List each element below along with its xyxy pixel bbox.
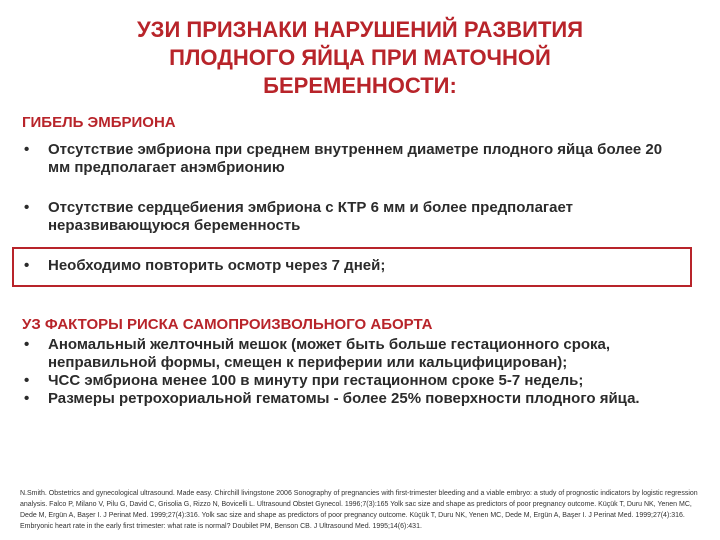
list-item: [22, 390, 712, 408]
bullet-text: Отсутствие сердцебиения эмбриона с КТР 6 мм и более предполагает неразвивающуюся беременность: [48, 199, 573, 234]
bullet-text: Аномальный желточный мешок (может быть больше гестационного срока, неправильной формы, смещен к периферии или кальцифицирован);: [48, 336, 611, 371]
list-item: [22, 141, 682, 177]
title-line-3: БЕРЕМЕННОСТИ:: [263, 73, 457, 98]
abortion-risk-list: [22, 336, 712, 408]
bullet-icon: •: [24, 257, 30, 274]
list-item: [22, 336, 712, 372]
bullet-text: Размеры ретрохориальной гематомы - более 25% поверхности плодного яйца.: [48, 390, 640, 407]
bullet-text: ЧСС эмбриона менее 100 в минуту при гестационном сроке 5-7 недель;: [48, 372, 584, 389]
highlight-frame: [12, 247, 692, 287]
references-footnote: N.Smith. Obstetrics and gynecological ultrasound. Made easy. Chirchill livingstone 2006 Sonography of pregnancies with first-trimester bleeding and a viable embryo: a study of prognostic indicators by logistic regression analysis. Falco P, Milano V, Pilu G, David C, Grisolia G, Rizzo N, Bovicelli L. Ultrasound Obstet Gynecol. 1996;7(3):165 Yolk sac size and shape as predictors of poor pregnancy outcome. Küçük T, Duru NK, Yenen MC, Dede M, Ergün A, Başer I. J Perinat Med. 1999;27(4):316. Yolk sac size and shape as predictors of poor pregnancy outcome. Küçük T, Duru NK, Yenen MC, Dede M, Ergün A, Başer I. J Perinat Med. 1999;27(4):316. Embryonic heart rate in the early first trimester: what rate is normal? Doubilet PM, Benson CB. J Ultrasound Med. 1995;14(6):431.: [20, 490, 698, 530]
bullet-text: Необходимо повторить осмотр через 7 дней;: [48, 257, 386, 274]
bullet-text: Отсутствие эмбриона при среднем внутреннем диаметре плодного яйца более 20 мм предполагает анэмбрионию: [48, 141, 663, 176]
title-line-2: ПЛОДНОГО ЯЙЦА ПРИ МАТОЧНОЙ: [169, 45, 551, 70]
section-heading-abortion-risk: УЗ ФАКТОРЫ РИСКА САМОПРОИЗВОЛЬНОГО АБОРТА: [22, 316, 433, 333]
list-item: [22, 199, 682, 235]
bullet-icon: •: [24, 141, 30, 158]
bullet-icon: •: [24, 199, 30, 216]
title-line-1: УЗИ ПРИЗНАКИ НАРУШЕНИЙ РАЗВИТИЯ: [136, 17, 584, 42]
list-item: [22, 372, 712, 390]
bullet-icon: •: [24, 336, 30, 353]
bullet-icon: •: [24, 372, 30, 389]
slide-title: [60, 16, 660, 100]
bullet-icon: •: [24, 390, 30, 407]
section-heading-embryo-death: ГИБЕЛЬ ЭМБРИОНА: [22, 114, 176, 131]
